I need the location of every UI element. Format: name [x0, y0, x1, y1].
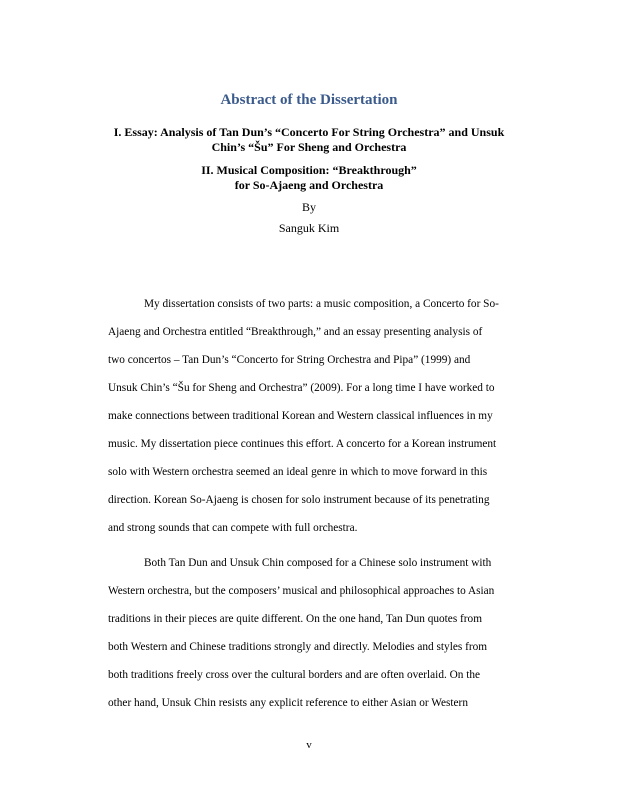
paragraph-line: traditions in their pieces are quite different. On the one hand, Tan Dun quotes from — [108, 613, 482, 625]
paragraph-line: other hand, Unsuk Chin resists any explicit reference to either Asian or Western — [108, 697, 468, 709]
page-number: v — [306, 739, 312, 751]
part-two-title — [150, 163, 468, 193]
part-two-title-line-2: for So-Ajaeng and Orchestra — [234, 178, 384, 192]
abstract-title: Abstract of the Dissertation — [220, 92, 398, 108]
paragraph-line: direction. Korean So-Ajaeng is chosen for solo instrument because of its penetrating — [108, 494, 490, 506]
part-two-title-line-1: II. Musical Composition: “Breakthrough” — [201, 163, 417, 177]
author-name: Sanguk Kim — [278, 221, 340, 235]
paragraph-line: My dissertation consists of two parts: a music composition, a Concerto for So- — [144, 298, 499, 310]
abstract-paragraph-1 — [108, 290, 526, 542]
paragraph-line: music. My dissertation piece continues this effort. A concerto for a Korean instrument — [108, 438, 497, 450]
paragraph-line: Western orchestra, but the composers’ musical and philosophical approaches to Asian — [108, 585, 495, 597]
paragraph-line: Both Tan Dun and Unsuk Chin composed for a Chinese solo instrument with — [144, 557, 492, 569]
part-one-title: I. Essay: Analysis of Tan Dun’s “Concerto For String Orchestra” and Unsuk Chin’s “Šu” For Sheng and Orchestra — [113, 125, 505, 154]
paragraph-line: and strong sounds that can compete with full orchestra. — [108, 522, 358, 534]
paragraph-line: make connections between traditional Korean and Western classical influences in my — [108, 410, 493, 422]
paragraph-line: both Western and Chinese traditions strongly and directly. Melodies and styles from — [108, 641, 488, 653]
by-label: By — [301, 200, 316, 214]
paragraph-line: two concertos – Tan Dun’s “Concerto for String Orchestra and Pipa” (1999) and — [108, 354, 471, 366]
abstract-paragraph-2 — [108, 549, 526, 717]
paragraph-line: solo with Western orchestra seemed an ideal genre in which to move forward in this — [108, 466, 488, 478]
paragraph-line: both traditions freely cross over the cultural borders and are often overlaid. On the — [108, 669, 481, 681]
paragraph-line: Ajaeng and Orchestra entitled “Breakthrough,” and an essay presenting analysis of — [108, 326, 483, 338]
paragraph-line: Unsuk Chin’s “Šu for Sheng and Orchestra” (2009). For a long time I have worked to — [108, 382, 495, 394]
